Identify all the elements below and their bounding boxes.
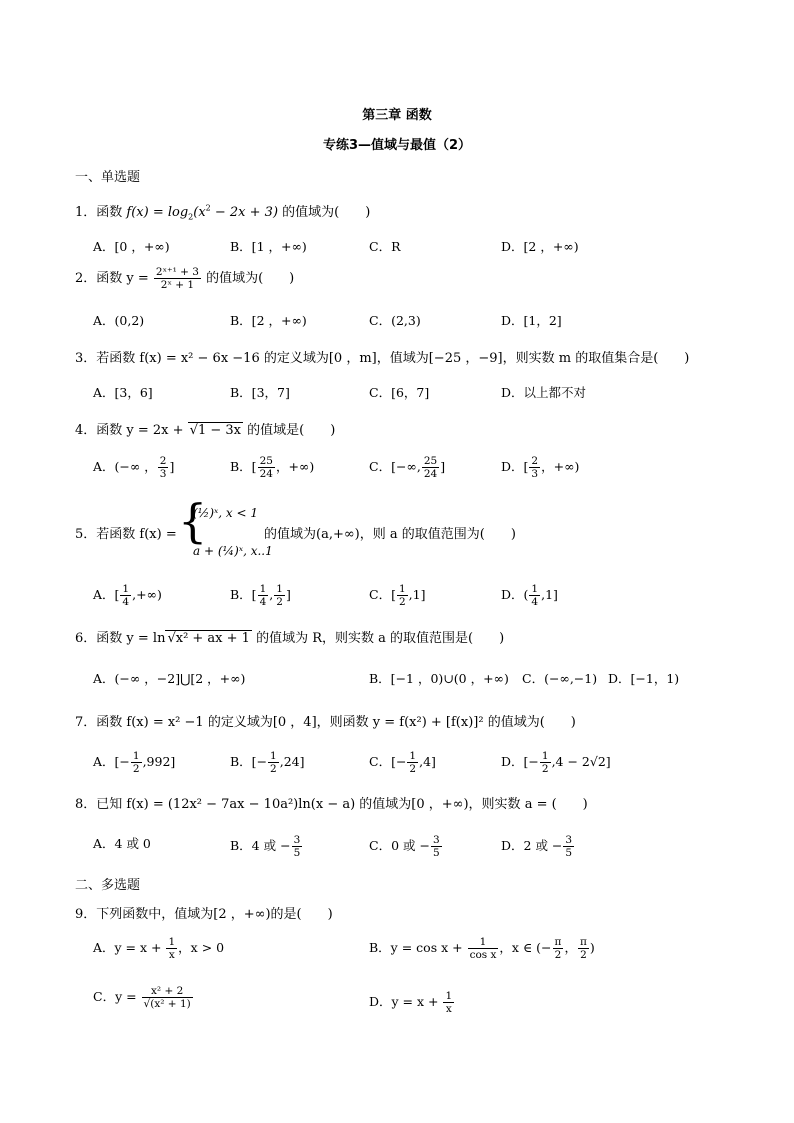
q9-c-prefix: C．y = — [93, 989, 141, 1004]
q7-d-prefix: D．[− — [501, 754, 539, 769]
q4-a-num: 2 — [159, 455, 167, 467]
q8-c-num: 3 — [432, 834, 440, 846]
q4-d-fraction — [529, 455, 540, 480]
q9-b-fraction-2 — [553, 936, 564, 961]
question-5-piece-1: (½)ˣ, x < 1 — [193, 506, 258, 520]
question-7: 7．函数 f(x) = x² −1 的定义域为[0 ，4]，则函数 y = f(x²) + [f(x)]² 的值域为( ) — [75, 715, 576, 730]
q4-b-prefix: B．[ — [230, 459, 257, 474]
q8-b-fraction — [292, 834, 303, 859]
q9-option-c[interactable] — [93, 985, 194, 1010]
q7-d-num: 1 — [541, 750, 549, 762]
q5-d-fraction — [529, 583, 540, 608]
q9-option-b[interactable] — [369, 936, 595, 961]
q2-option-d[interactable]: D．[1，2] — [501, 313, 562, 328]
q4-option-c[interactable] — [369, 455, 445, 480]
q5-d-suffix: ,1] — [541, 587, 558, 602]
q6-option-a[interactable]: A．(−∞ ，−2]⋃[2 ，+∞) — [93, 671, 246, 686]
q3-option-c[interactable]: C．[6，7] — [369, 385, 430, 400]
q5-d-num: 1 — [531, 583, 539, 595]
q7-d-fraction — [540, 750, 551, 775]
q2-option-a[interactable]: A．(0,2) — [93, 313, 145, 328]
q7-d-den: 2 — [541, 763, 549, 775]
q5-b-num-1: 1 — [259, 583, 267, 595]
q7-c-den: 2 — [409, 763, 417, 775]
q5-b-fraction-1 — [258, 583, 269, 608]
q9-b-num: 1 — [468, 936, 499, 949]
q8-b-den: 5 — [293, 847, 301, 859]
q5-d-prefix: D．( — [501, 587, 529, 602]
q3-option-a[interactable]: A．[3，6] — [93, 385, 153, 400]
question-5-prefix: 5．若函数 f(x) = — [75, 527, 177, 542]
q9-c-num: x² + 2 — [142, 985, 193, 998]
q9-b-mid: ，x ∈ (− — [499, 940, 552, 955]
question-2-fraction — [154, 266, 201, 291]
q5-c-num: 1 — [398, 583, 406, 595]
q9-b-num-2: π — [554, 936, 562, 948]
q1-option-a[interactable]: A．[0 ，+∞) — [93, 239, 170, 254]
q9-d-num: 1 — [445, 990, 453, 1002]
q5-d-den: 4 — [531, 596, 539, 608]
question-3: 3．若函数 f(x) = x² − 6x −16 的定义域为[0 ，m]，值域为[−25 ，−9]，则实数 m 的取值集合是( ) — [75, 351, 690, 366]
q5-option-b[interactable]: B．[ $\frac{1}{4}$ , $\frac{1}{2}$ ] — [230, 583, 291, 608]
q7-option-c[interactable] — [369, 750, 436, 775]
question-1-prefix: 1．函数 — [75, 205, 127, 220]
q9-b-prefix: B．y = cos x + — [369, 940, 467, 955]
q7-b-suffix: ,24] — [279, 754, 305, 769]
q4-d-den: 3 — [531, 468, 539, 480]
q5-b-den-2: 2 — [276, 596, 283, 608]
q7-option-d[interactable] — [501, 750, 611, 775]
q7-b-num: 1 — [270, 750, 277, 762]
q4-a-den: 3 — [159, 468, 167, 480]
q8-option-b[interactable] — [230, 834, 303, 859]
question-1-expr2: (x — [193, 205, 206, 220]
q4-c-den: 24 — [423, 468, 438, 480]
q4-option-d[interactable] — [501, 455, 579, 480]
q1-option-c[interactable]: C．R — [369, 239, 401, 254]
q8-c-den: 5 — [432, 847, 440, 859]
q8-option-c[interactable] — [369, 834, 443, 859]
q4-option-b[interactable] — [230, 455, 314, 480]
question-4-suffix: 的值域是( ) — [243, 423, 336, 438]
question-1-expr3: − 2x + 3) — [210, 205, 279, 220]
q8-b-num: 3 — [293, 834, 301, 846]
q9-c-den: √(x² + 1) — [143, 998, 191, 1010]
section-heading-single: 一、单选题 — [75, 170, 141, 185]
question-1-expr: f(x) = log — [126, 205, 189, 220]
question-2-numerator: 2ˣ⁺¹ + 3 — [155, 266, 199, 278]
q5-b-den-1: 4 — [259, 596, 267, 608]
q7-c-suffix: ,4] — [419, 754, 436, 769]
question-6-sqrt: √x² + ax + 1 — [167, 631, 250, 646]
q4-d-suffix: ，+∞) — [541, 459, 580, 474]
q5-a-den: 4 — [122, 596, 130, 608]
q8-d-fraction — [563, 834, 574, 859]
q5-c-suffix: ,1] — [408, 587, 426, 602]
question-2 — [75, 266, 294, 291]
q6-option-b[interactable]: B．[−1 ，0)∪(0 ，+∞) — [369, 671, 509, 686]
q7-b-den: 2 — [270, 763, 277, 775]
q8-b-prefix: B．4 或 − — [230, 838, 291, 853]
q7-option-b[interactable] — [230, 750, 305, 775]
q2-option-b[interactable]: B．[2 ，+∞) — [230, 313, 307, 328]
q5-a-suffix: ,+∞) — [132, 587, 162, 602]
q9-a-den: x — [168, 949, 175, 961]
q9-a-fraction — [166, 936, 177, 961]
q8-d-num: 3 — [565, 834, 573, 846]
q9-a-prefix: A．y = x + — [93, 940, 166, 955]
question-1 — [75, 201, 370, 222]
q5-c-prefix: C．[ — [369, 587, 396, 602]
question-2-denominator: 2ˣ + 1 — [160, 279, 195, 291]
question-6-radicand: x² + ax + 1 — [175, 631, 250, 646]
question-1-log-base: 2 — [188, 212, 194, 222]
q2-option-c[interactable]: C．(2,3) — [369, 313, 421, 328]
q4-a-fraction — [158, 455, 169, 480]
q5-c-den: 2 — [398, 596, 406, 608]
q4-b-fraction — [258, 455, 275, 480]
q9-a-num: 1 — [168, 936, 176, 948]
question-9: 9．下列函数中，值域为[2 ，+∞)的是( ) — [75, 907, 333, 922]
q7-b-prefix: B．[− — [230, 754, 268, 769]
q5-a-fraction — [120, 583, 131, 608]
q9-b-den-2: 2 — [554, 949, 562, 961]
q4-c-prefix: C．[−∞, — [369, 459, 421, 474]
q6-option-d[interactable]: D．[−1，1) — [608, 671, 680, 686]
q4-b-suffix: ，+∞) — [275, 459, 315, 474]
q8-c-fraction — [431, 834, 442, 859]
question-6-suffix: 的值域为 R，则实数 a 的取值范围是( ) — [251, 631, 505, 646]
q7-c-prefix: C．[− — [369, 754, 407, 769]
q4-option-a[interactable] — [93, 455, 174, 480]
q4-c-num: 25 — [423, 455, 438, 467]
q4-c-fraction — [422, 455, 439, 480]
q1-option-b[interactable]: B．[1 ，+∞) — [230, 239, 307, 254]
q7-b-fraction — [268, 750, 279, 775]
question-2-suffix: 的值域为( ) — [201, 271, 295, 286]
chapter-title: 第三章 函数 — [362, 108, 432, 123]
q5-option-a[interactable] — [93, 583, 162, 608]
q5-c-fraction — [397, 583, 408, 608]
q9-b-den: cos x — [469, 949, 497, 961]
q8-d-prefix: D．2 或 − — [501, 838, 563, 853]
q6-option-c[interactable]: C．(−∞,−1) — [522, 671, 598, 686]
question-6-prefix: 6．函数 y = ln — [75, 631, 166, 646]
q7-a-prefix: A．[− — [93, 754, 130, 769]
q5-b-fraction-2 — [274, 583, 285, 608]
q5-b-prefix: B．[ — [230, 587, 257, 602]
q9-d-prefix: D．y = x + — [369, 994, 443, 1009]
q8-option-a[interactable]: A．4 或 0 — [93, 836, 151, 851]
question-4-radicand: 1 − 3x — [197, 423, 241, 438]
question-4-sqrt: √1 − 3x — [189, 423, 241, 438]
question-8: 8．已知 f(x) = (12x² − 7ax − 10a²)ln(x − a) 的值域为[0 ，+∞)，则实数 a = ( ) — [75, 797, 588, 812]
q9-d-fraction — [443, 990, 454, 1015]
q8-c-prefix: C．0 或 − — [369, 838, 430, 853]
q7-a-den: 2 — [132, 763, 140, 775]
q9-b-suffix: ) — [589, 940, 595, 955]
question-1-exp: 2 — [205, 203, 211, 213]
q5-b-suffix: ] — [285, 587, 291, 602]
q7-option-a[interactable] — [93, 750, 175, 775]
q9-b-den-3: 2 — [580, 949, 587, 961]
q4-a-suffix: ] — [169, 459, 175, 474]
q7-c-fraction — [407, 750, 418, 775]
question-4 — [75, 419, 335, 438]
q4-d-num: 2 — [531, 455, 539, 467]
q8-d-den: 5 — [565, 847, 573, 859]
section-heading-multi: 二、多选题 — [75, 878, 141, 893]
q7-a-suffix: ,992] — [142, 754, 176, 769]
question-5-suffix: 的值域为(a,+∞)，则 a 的取值范围为( ) — [264, 527, 516, 542]
q9-b-num-3: π — [579, 936, 587, 948]
q1-option-d[interactable]: D．[2 ，+∞) — [501, 239, 579, 254]
q9-b-fraction — [468, 936, 499, 961]
question-6 — [75, 627, 504, 646]
piecewise-brace: { — [178, 494, 208, 548]
q5-option-c[interactable] — [369, 583, 425, 608]
question-4-prefix: 4．函数 y = 2x + — [75, 423, 188, 438]
q8-option-d[interactable] — [501, 834, 575, 859]
q3-option-b[interactable]: B．[3，7] — [230, 385, 290, 400]
q5-a-prefix: A．[ — [93, 587, 120, 602]
q9-option-a[interactable] — [93, 936, 224, 961]
question-5-piece-2: a + (¼)ˣ, x..1 — [193, 544, 273, 558]
worksheet-subtitle: 专练3—值域与最值（2） — [322, 138, 472, 153]
q9-b-comma: ， — [564, 940, 577, 955]
q9-c-fraction — [142, 985, 193, 1010]
q3-option-d[interactable]: D．以上都不对 — [501, 385, 587, 400]
q9-option-d[interactable] — [369, 990, 455, 1015]
q7-d-suffix: ,4 − 2√2] — [551, 754, 611, 769]
q4-d-prefix: D．[ — [501, 459, 529, 474]
q4-b-num: 25 — [259, 455, 273, 467]
q7-a-fraction — [131, 750, 142, 775]
q5-b-num-2: 1 — [276, 583, 283, 595]
q7-c-num: 1 — [409, 750, 417, 762]
q9-a-suffix: ，x > 0 — [178, 940, 225, 955]
question-1-suffix: 的值域为( ) — [278, 205, 371, 220]
question-2-prefix: 2．函数 y = — [75, 271, 153, 286]
q7-a-num: 1 — [132, 750, 140, 762]
q5-option-d[interactable] — [501, 583, 558, 608]
q4-a-prefix: A．(−∞ ， — [93, 459, 157, 474]
q4-c-suffix: ] — [440, 459, 446, 474]
q4-b-den: 24 — [259, 468, 273, 480]
q9-b-fraction-3 — [578, 936, 589, 961]
q9-d-den: x — [445, 1003, 452, 1015]
q5-a-num: 1 — [122, 583, 130, 595]
